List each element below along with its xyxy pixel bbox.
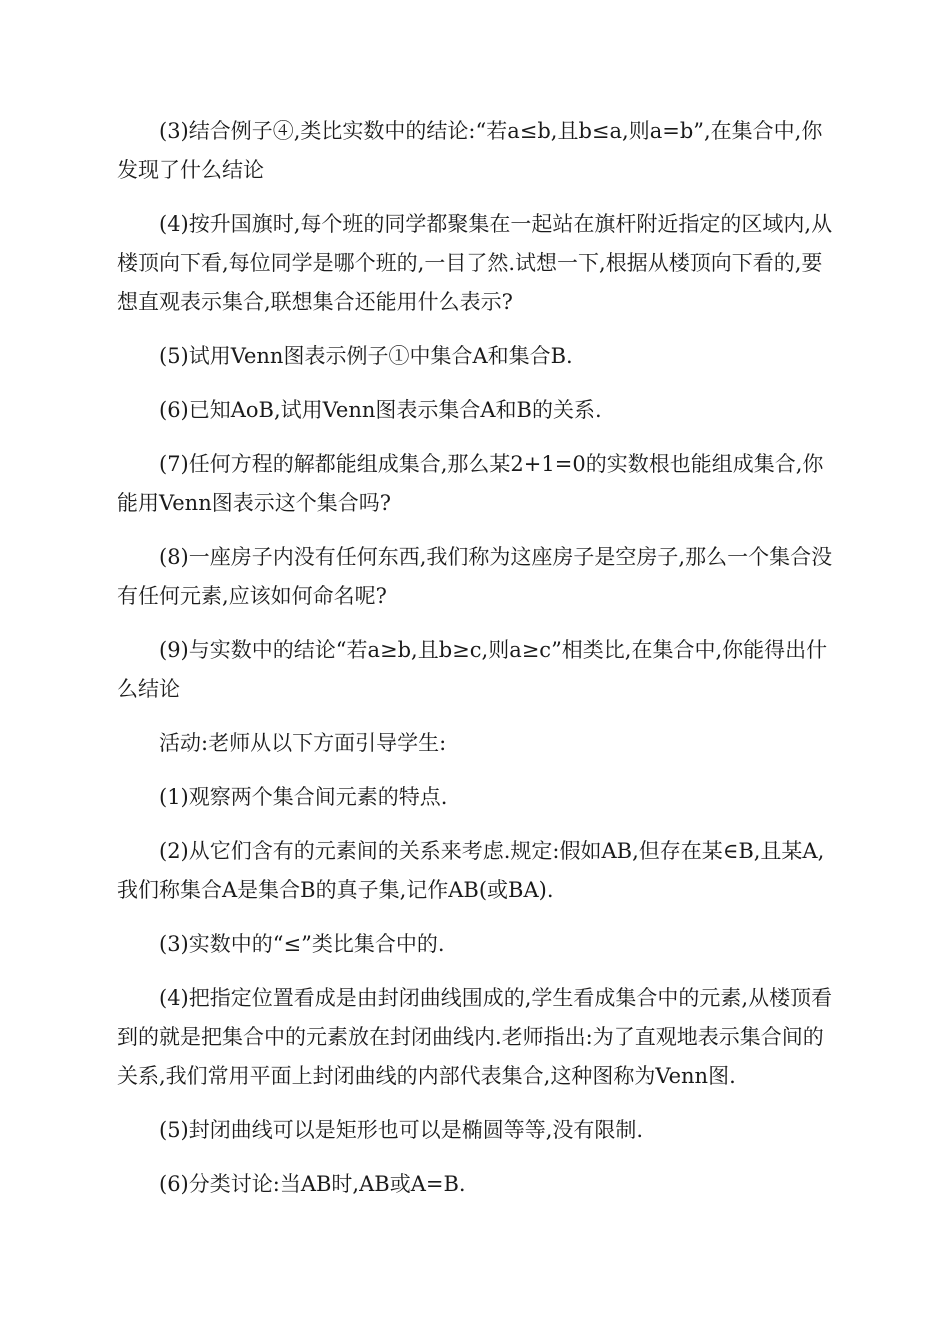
paragraph-q3: (3)结合例子④,类比实数中的结论:“若a≤b,且b≤a,则a=b”,在集合中,你发现了什么结论 <box>117 119 823 182</box>
paragraph-q6: (6)已知AoB,试用Venn图表示集合A和B的关系. <box>159 398 602 422</box>
paragraph-activity-4: (4)把指定位置看成是由封闭曲线围成的,学生看成集合中的元素,从楼顶看到的就是把集合中的元素放在封闭曲线内.老师指出:为了直观地表示集合间的关系,我们常用平面上封闭曲线的内部代表集合,这种图称为Venn图. <box>117 986 833 1088</box>
paragraph-activity-1: (1)观察两个集合间元素的特点. <box>159 785 448 809</box>
paragraph-activity-5: (5)封闭曲线可以是矩形也可以是椭圆等等,没有限制. <box>159 1118 644 1142</box>
paragraph-q4: (4)按升国旗时,每个班的同学都聚集在一起站在旗杆附近指定的区域内,从楼顶向下看,每位同学是哪个班的,一目了然.试想一下,根据从楼顶向下看的,要想直观表示集合,联想集合还能用什么表示? <box>117 212 833 314</box>
paragraph-activity-heading: 活动:老师从以下方面引导学生: <box>159 731 447 755</box>
paragraph-activity-2: (2)从它们含有的元素间的关系来考虑.规定:假如AB,但存在某∈B,且某A,我们称集合A是集合B的真子集,记作AB(或BA). <box>117 839 825 902</box>
paragraph-activity-3: (3)实数中的“≤”类比集合中的. <box>159 932 445 956</box>
paragraph-q5: (5)试用Venn图表示例子①中集合A和集合B. <box>159 344 573 368</box>
paragraph-q9: (9)与实数中的结论“若a≥b,且b≥c,则a≥c”相类比,在集合中,你能得出什么结论 <box>117 638 828 701</box>
paragraph-q8: (8)一座房子内没有任何东西,我们称为这座房子是空房子,那么一个集合没有任何元素,应该如何命名呢? <box>117 545 833 608</box>
paragraph-activity-6: (6)分类讨论:当AB时,AB或A=B. <box>159 1172 466 1196</box>
document-body <box>117 112 835 1219</box>
paragraph-q7: (7)任何方程的解都能组成集合,那么某2+1=0的实数根也能组成集合,你能用Venn图表示这个集合吗? <box>117 452 824 515</box>
